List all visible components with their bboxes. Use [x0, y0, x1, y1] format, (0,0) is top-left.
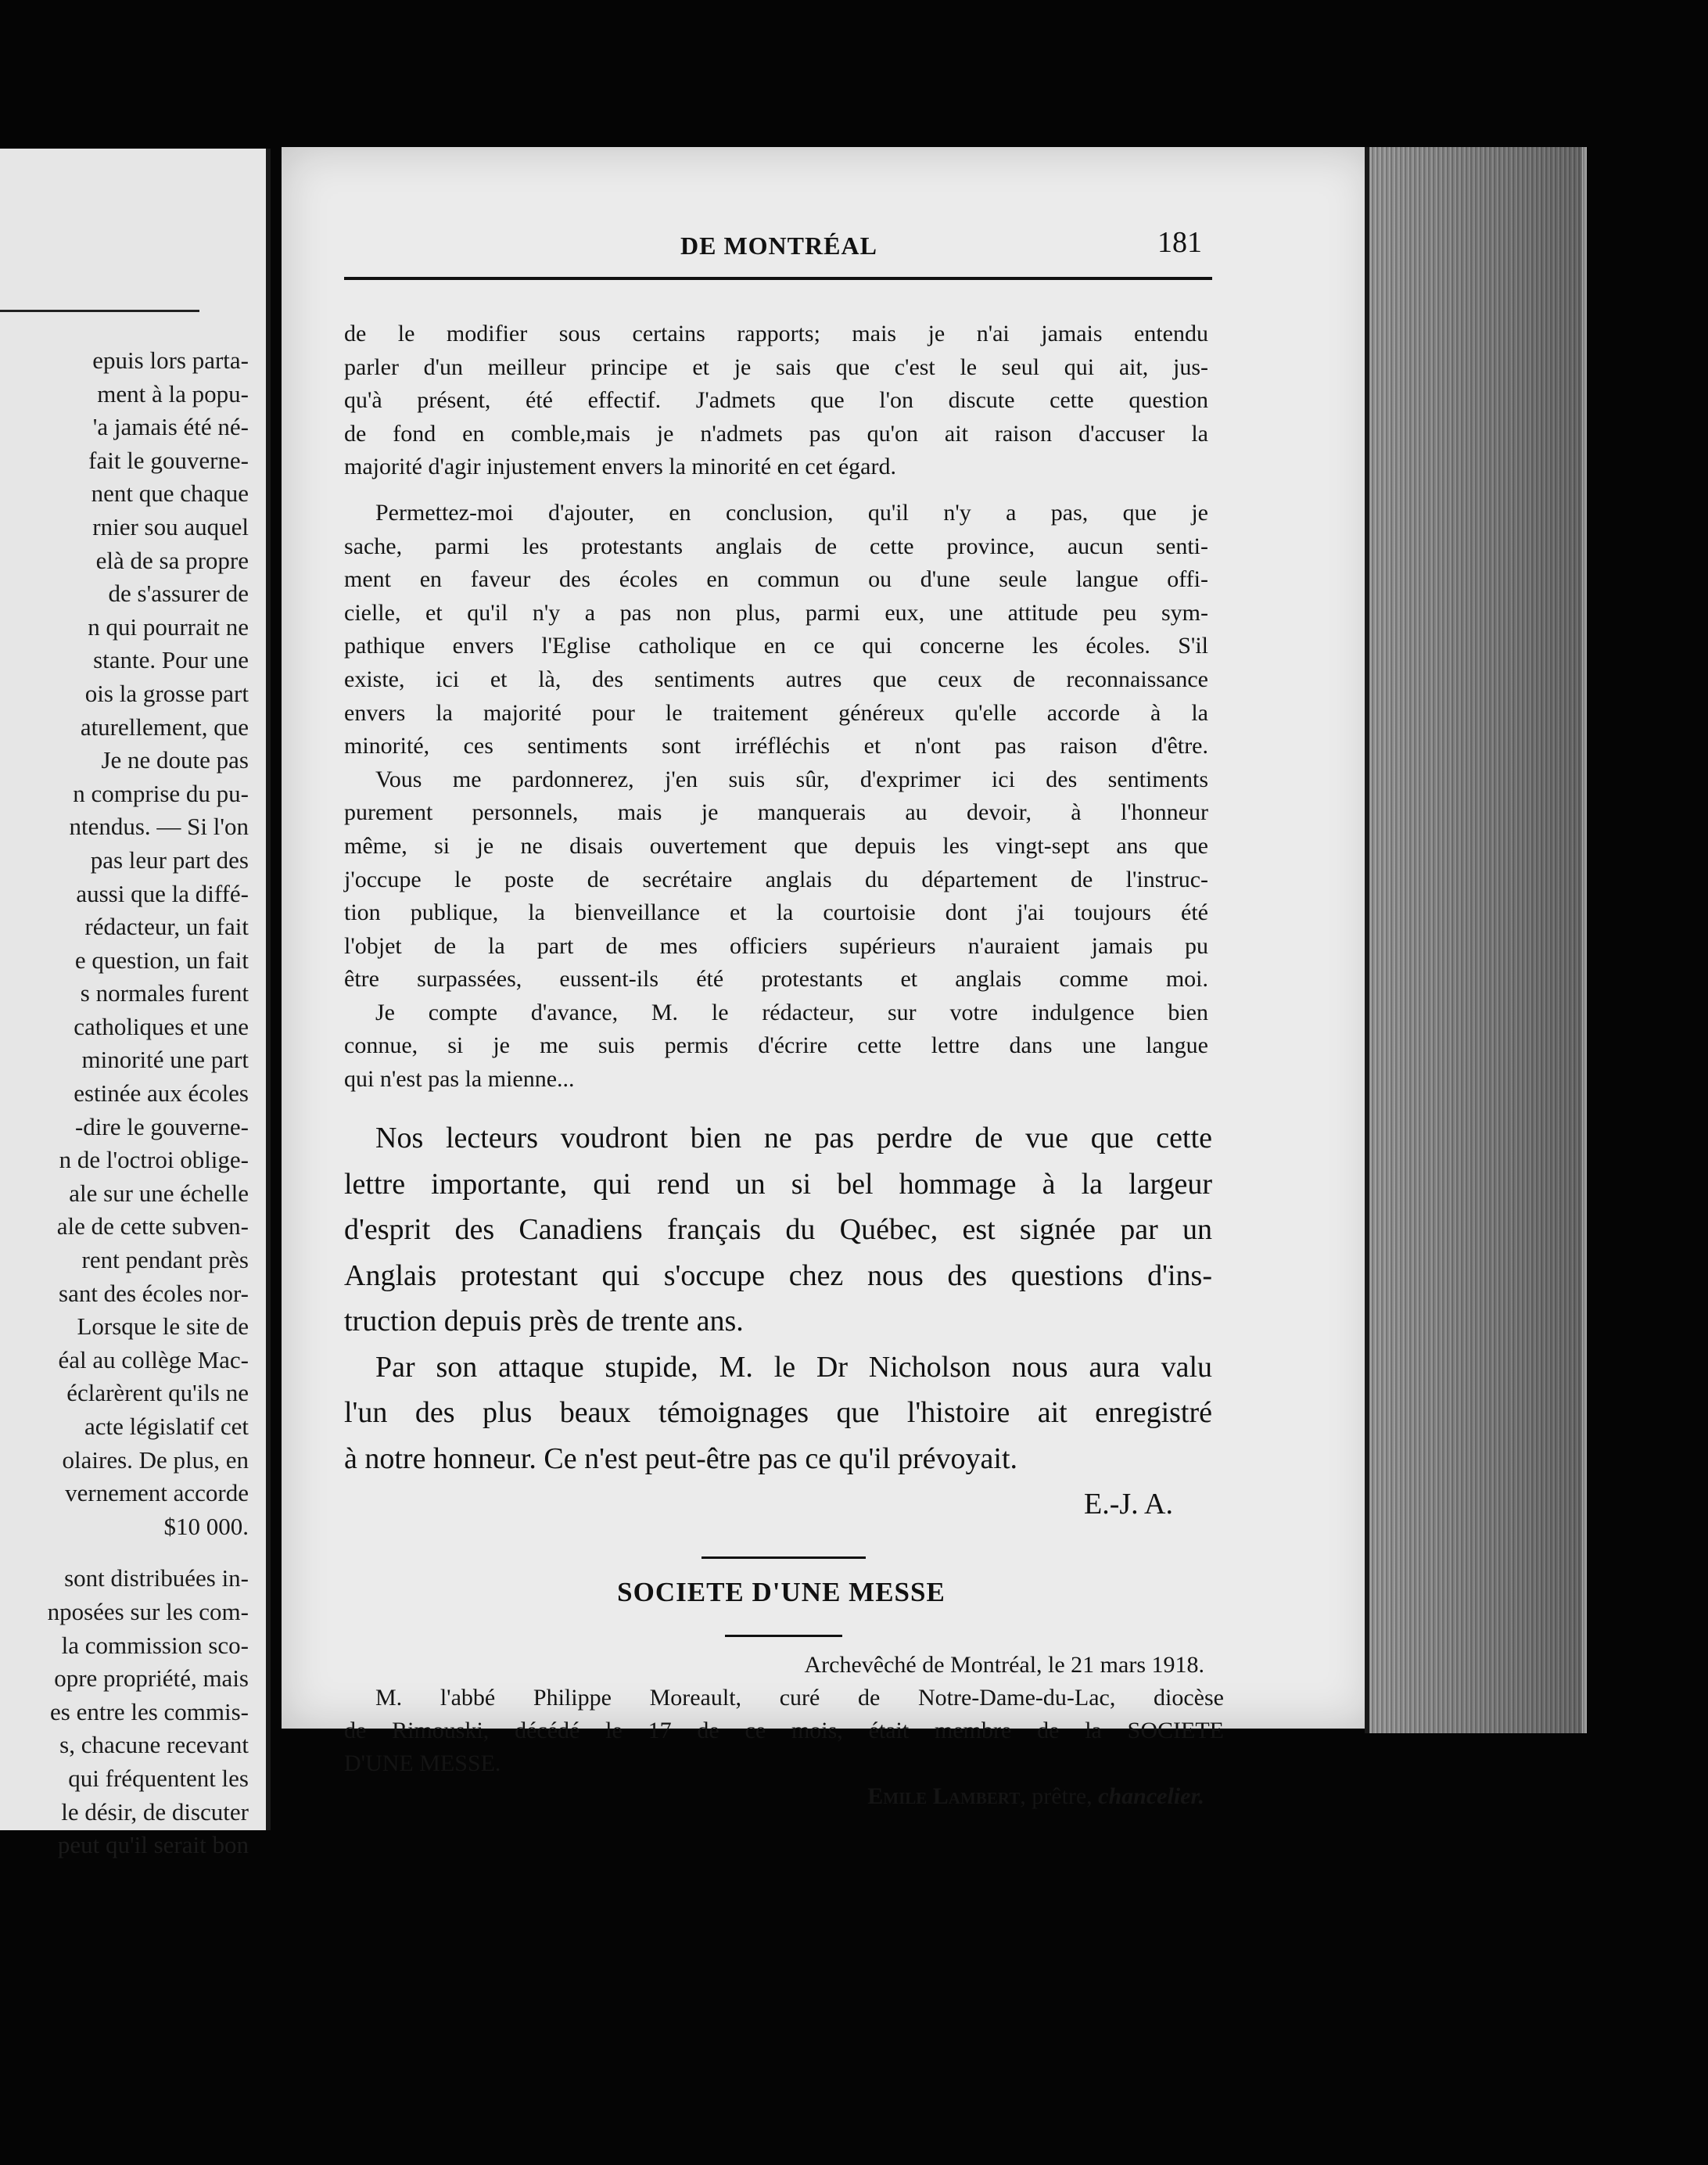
letter-line: envers la majorité pour le traitement généreux qu'elle accorde à la: [344, 699, 1208, 726]
editorial-line: à notre honneur. Ce n'est peut-être pas ce qu'il prévoyait.: [344, 1442, 1018, 1475]
left-page-line: n qui pourrait ne: [88, 612, 249, 641]
editorial-paragraph-2: [344, 1345, 1212, 1482]
left-page-line: ntendus. — Si l'on: [69, 813, 249, 841]
letter-line: qui n'est pas la mienne...: [344, 1066, 575, 1093]
letter-line: majorité d'agir injustement envers la minorité en cet égard.: [344, 454, 896, 480]
section-separator-top: [702, 1556, 866, 1559]
left-page-line: éclarèrent qu'ils ne: [66, 1379, 249, 1407]
page-number: 181: [1157, 226, 1202, 259]
left-page-line: de s'assurer de: [108, 580, 249, 608]
letter-line: j'occupe le poste de secrétaire anglais du département de l'instruc-: [344, 866, 1208, 892]
left-page-line: stante. Pour une: [93, 646, 249, 674]
editorial-note: [344, 1115, 1212, 1528]
letter-line: Vous me pardonnerez, j'en suis sûr, d'exprimer ici des sentiments: [375, 766, 1208, 792]
left-page-line: elà de sa propre: [95, 546, 249, 574]
letter-line: tion publique, la bienveillance et la courtoisie dont j'ai toujours été: [344, 899, 1208, 926]
left-page-line: -dire le gouverne-: [74, 1112, 249, 1140]
notice-dateline: Archevêché de Montréal, le 21 mars 1918.: [804, 1652, 1204, 1678]
letter-line: l'objet de la part de mes officiers supérieurs n'auraient jamais pu: [344, 932, 1208, 959]
letter-line: sache, parmi les protestants anglais de cette province, aucun senti-: [344, 533, 1208, 559]
letter-line: ment en faveur des écoles en commun ou d'une seule langue offi-: [344, 566, 1208, 593]
section-separator-bottom: [725, 1635, 842, 1637]
left-page-line: la commission sco-: [61, 1631, 249, 1659]
letter-line: Permettez-moi d'ajouter, en conclusion, qu'il n'y a pas, que je: [375, 499, 1208, 526]
editorial-signature: E.-J. A.: [1084, 1488, 1173, 1521]
header-rule: [344, 277, 1212, 280]
letter-paragraph-1: [344, 318, 1208, 484]
letter-paragraph-2: [344, 497, 1208, 763]
left-page-line: qui fréquentent les: [68, 1764, 249, 1792]
letter-line: cielle, et qu'il n'y a pas non plus, parmi eux, une attitude peu sym-: [344, 599, 1208, 626]
left-page-line: vernement accorde: [65, 1479, 249, 1507]
left-page-line: estinée aux écoles: [74, 1079, 249, 1108]
left-page-text: [0, 344, 249, 1862]
letter-line: pathique envers l'Eglise catholique en ce qui concerne les écoles. S'il: [344, 633, 1208, 659]
left-page-line: minorité une part: [81, 1046, 249, 1074]
editorial-line: truction depuis près de trente ans.: [344, 1305, 744, 1337]
notice-text: [344, 1649, 1224, 1813]
left-header-rule: [0, 310, 199, 312]
page-181: [282, 147, 1375, 1809]
left-page-line: n de l'octroi oblige-: [59, 1146, 249, 1174]
letter-line: être surpassées, eussent-ils été protestants et anglais comme moi.: [344, 966, 1208, 993]
signer-name: Emile Lambert: [867, 1783, 1021, 1809]
letter-line: de le modifier sous certains rapports; mais je n'ai jamais entendu: [344, 321, 1208, 346]
left-page-line: éal au collège Mac-: [58, 1345, 249, 1373]
left-page-line: opre propriété, mais: [54, 1664, 249, 1693]
left-page-line: catholiques et une: [74, 1012, 249, 1040]
left-page-line: rnier sou auquel: [92, 512, 249, 540]
letter-line: parler d'un meilleur principe et je sais que c'est le seul qui ait, jus-: [344, 354, 1208, 380]
notice-line: de Rimouski, décédé le 17 de ce mois, était membre de la SOCIETE: [344, 1718, 1224, 1743]
letter-line: de fond en comble,mais je n'admets pas qu'on ait raison d'accuser la: [344, 420, 1208, 447]
left-page-line: epuis lors parta-: [92, 346, 249, 374]
signer-title: , prêtre,: [1020, 1783, 1099, 1809]
left-page-line: nposées sur les com-: [47, 1597, 249, 1625]
notice-line: D'UNE MESSE.: [344, 1750, 501, 1776]
book-edge-shadow: [1365, 147, 1582, 1733]
left-page-line: Je ne doute pas: [101, 746, 249, 774]
editorial-paragraph-1: [344, 1115, 1212, 1345]
notice-body: [344, 1682, 1224, 1780]
left-page-line: fait le gouverne-: [88, 446, 249, 474]
left-page-line: pas leur part des: [90, 846, 249, 874]
running-title: DE MONTRÉAL: [680, 232, 877, 260]
left-page-line: rédacteur, un fait: [84, 913, 249, 941]
letter-text: [344, 318, 1208, 1097]
letter-line: même, si je ne disais ouvertement que depuis les vingt-sept ans que: [344, 832, 1208, 859]
editorial-line: Anglais protestant qui s'occupe chez nous des questions d'ins-: [344, 1258, 1212, 1292]
letter-line: Je compte d'avance, M. le rédacteur, sur votre indulgence bien: [375, 999, 1208, 1025]
left-page-fragment: [0, 149, 271, 1859]
notice-signature: [344, 1780, 1224, 1813]
left-page-line: ois la grosse part: [84, 679, 249, 707]
left-page-line: $10 000.: [163, 1512, 249, 1540]
letter-line: minorité, ces sentiments sont irréfléchis et n'ont pas raison d'être.: [344, 733, 1208, 759]
editorial-line: d'esprit des Canadiens français du Québec, est signée par un: [344, 1213, 1212, 1246]
letter-line: connue, si je me suis permis d'écrire cette lettre dans une langue: [344, 1032, 1208, 1059]
signer-role: chancelier.: [1098, 1783, 1204, 1809]
section-title: SOCIETE D'UNE MESSE: [617, 1577, 946, 1607]
left-page-line: s normales furent: [80, 979, 249, 1007]
letter-line: existe, ici et là, des sentiments autres que ceux de reconnaissance: [344, 666, 1208, 692]
left-page-line: s, chacune recevant: [59, 1731, 249, 1759]
left-page-line: 'a jamais été né-: [92, 413, 249, 441]
left-page-line: ale sur une échelle: [69, 1179, 249, 1207]
left-page-line: aussi que la diffé-: [76, 879, 249, 907]
left-page-line: ale de cette subven-: [56, 1212, 249, 1240]
left-page-line: es entre les commis-: [50, 1697, 249, 1725]
editorial-line: lettre importante, qui rend un si bel hommage à la largeur: [344, 1167, 1212, 1201]
letter-paragraph-3: [344, 763, 1208, 996]
left-page-line: aturellement, que: [80, 713, 249, 741]
left-page-line: olaires. De plus, en: [62, 1445, 249, 1474]
editorial-line: Par son attaque stupide, M. le Dr Nicholson nous aura valu: [375, 1350, 1212, 1384]
letter-paragraph-4: [344, 996, 1208, 1097]
notice-line: M. l'abbé Philippe Moreault, curé de Notre-Dame-du-Lac, diocèse: [375, 1685, 1224, 1711]
left-page-line: n comprise du pu-: [73, 779, 249, 807]
editorial-line: Nos lecteurs voudront bien ne pas perdre de vue que cette: [375, 1122, 1212, 1154]
left-page-line: ment à la popu-: [97, 379, 249, 408]
left-page-line: le désir, de discuter: [61, 1797, 249, 1826]
editorial-line: l'un des plus beaux témoignages que l'histoire ait enregistré: [344, 1396, 1212, 1429]
letter-line: qu'à présent, été effectif. J'admets que l'on discute cette question: [344, 387, 1208, 414]
left-page-line: Lorsque le site de: [77, 1312, 249, 1341]
left-page-line: sont distribuées in-: [64, 1564, 249, 1592]
left-page-line: e question, un fait: [74, 946, 249, 974]
left-page-line: sant des écoles nor-: [59, 1279, 249, 1307]
left-page-line: peut qu'il serait bon: [57, 1831, 249, 1859]
left-page-line: nent que chaque: [91, 479, 249, 508]
left-page-line: acte législatif cet: [84, 1413, 249, 1440]
left-page-line: rent pendant près: [81, 1246, 249, 1274]
letter-line: purement personnels, mais je manquerais au devoir, à l'honneur: [344, 799, 1208, 826]
